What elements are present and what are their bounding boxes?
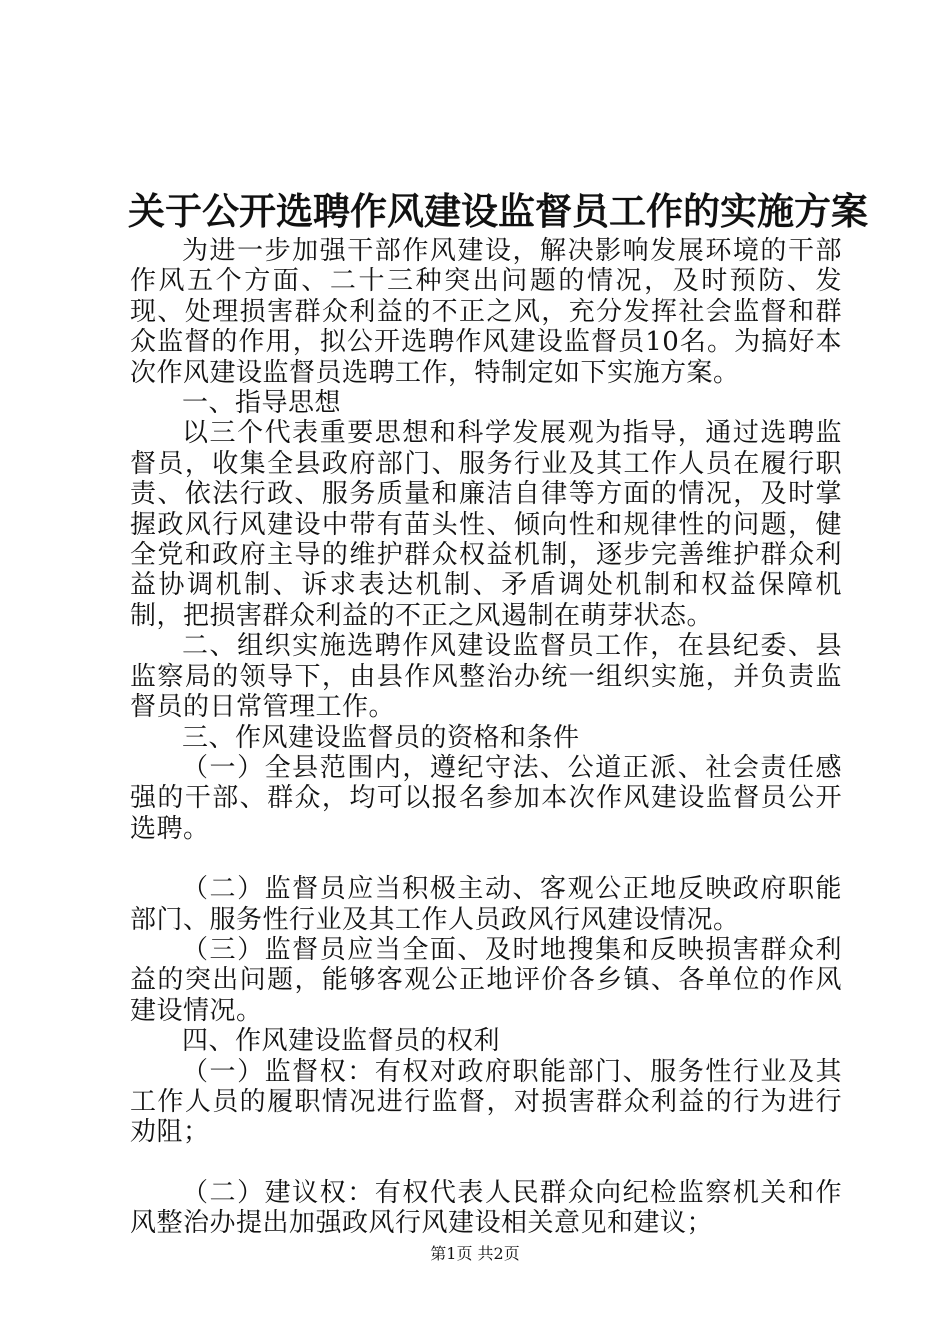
rights-item-1: （一）监督权：有权对政府职能部门、服务性行业及其工作人员的履职情况进行监督，对损害群众利益的行为进行劝阻；	[130, 1056, 842, 1148]
qualification-item-2: （二）监督员应当积极主动、客观公正地反映政府职能部门、服务性行业及其工作人员政风行风建设情况。	[130, 874, 842, 935]
page-footer: 第1页 共2页	[430, 1244, 520, 1263]
intro-paragraph: 为进一步加强干部作风建设，解决影响发展环境的干部作风五个方面、二十三种突出问题的情况，及时预防、发现、处理损害群众利益的不正之风，充分发挥社会监督和群众监督的作用，拟公开选聘作风建设监督员10名。为搞好本次作风建设监督员选聘工作，特制定如下实施方案。	[130, 236, 842, 388]
section-heading-guiding-thought: 一、指导思想	[182, 388, 342, 419]
guiding-thought-paragraph: 以三个代表重要思想和科学发展观为指导，通过选聘监督员，收集全县政府部门、服务行业及其工作人员在履行职责、依法行政、服务质量和廉洁自律等方面的情况，及时掌握政风行风建设中带有苗头性、倾向性和规律性的问题，健全党和政府主导的维护群众权益机制，逐步完善维护群众利益协调机制、诉求表达机制、矛盾调处机制和权益保障机制，把损害群众利益的不正之风遏制在萌芽状态。	[130, 418, 842, 631]
section-heading-qualifications: 三、作风建设监督员的资格和条件	[182, 722, 580, 753]
document-body	[130, 236, 842, 1239]
section-heading-rights: 四、作风建设监督员的权利	[182, 1026, 501, 1057]
organization-paragraph: 二、组织实施选聘作风建设监督员工作，在县纪委、县监察局的领导下，由县作风整治办统一组织实施，并负责监督员的日常管理工作。	[130, 631, 842, 723]
document-title: 关于公开选聘作风建设监督员工作的实施方案	[128, 189, 868, 233]
qualification-item-1: （一）全县范围内，遵纪守法、公道正派、社会责任感强的干部、群众，均可以报名参加本次作风建设监督员公开选聘。	[130, 752, 842, 844]
rights-item-2: （二）建议权：有权代表人民群众向纪检监察机关和作风整治办提出加强政风行风建设相关意见和建议；	[130, 1177, 842, 1239]
qualification-item-3: （三）监督员应当全面、及时地搜集和反映损害群众利益的突出问题，能够客观公正地评价各乡镇、各单位的作风建设情况。	[130, 934, 842, 1026]
